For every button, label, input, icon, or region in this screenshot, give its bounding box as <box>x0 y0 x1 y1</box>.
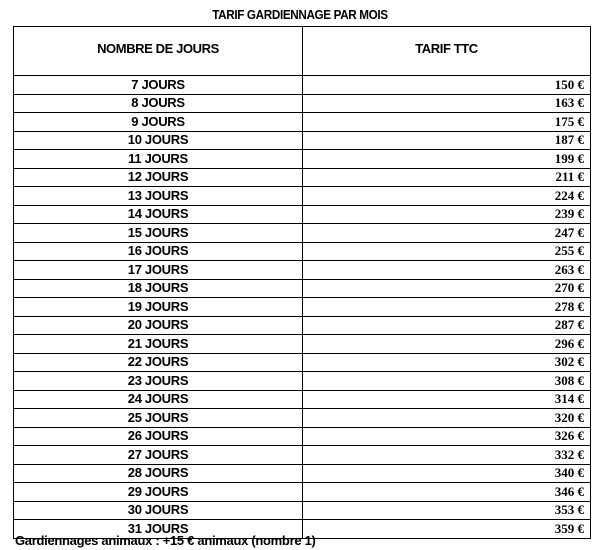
table-row <box>14 261 591 280</box>
days-cell: 9 JOURS <box>14 113 303 132</box>
price-cell: 263 € <box>303 261 591 280</box>
table-row <box>14 427 591 446</box>
header-price: TARIF TTC <box>303 27 591 76</box>
table-row <box>14 242 591 261</box>
price-cell: 287 € <box>303 316 591 335</box>
days-cell: 11 JOURS <box>14 150 303 169</box>
table-row <box>14 224 591 243</box>
days-cell: 17 JOURS <box>14 261 303 280</box>
table-row <box>14 187 591 206</box>
table-row <box>14 372 591 391</box>
price-cell: 340 € <box>303 464 591 483</box>
days-cell: 30 JOURS <box>14 501 303 520</box>
price-cell: 239 € <box>303 205 591 224</box>
price-cell: 175 € <box>303 113 591 132</box>
days-cell: 22 JOURS <box>14 353 303 372</box>
table-row <box>14 76 591 95</box>
days-cell: 26 JOURS <box>14 427 303 446</box>
days-cell: 21 JOURS <box>14 335 303 354</box>
price-cell: 163 € <box>303 94 591 113</box>
days-cell: 25 JOURS <box>14 409 303 428</box>
table-row <box>14 353 591 372</box>
price-cell: 326 € <box>303 427 591 446</box>
days-cell: 7 JOURS <box>14 76 303 95</box>
table-row <box>14 168 591 187</box>
price-cell: 224 € <box>303 187 591 206</box>
days-cell: 28 JOURS <box>14 464 303 483</box>
price-cell: 308 € <box>303 372 591 391</box>
days-cell: 16 JOURS <box>14 242 303 261</box>
days-cell: 23 JOURS <box>14 372 303 391</box>
table-row <box>14 409 591 428</box>
table-row <box>14 279 591 298</box>
table-header-row <box>14 27 591 76</box>
table-row <box>14 131 591 150</box>
price-cell: 211 € <box>303 168 591 187</box>
table-row <box>14 390 591 409</box>
table-row <box>14 94 591 113</box>
days-cell: 12 JOURS <box>14 168 303 187</box>
tariff-table <box>13 26 591 539</box>
table-row <box>14 483 591 502</box>
table-body <box>14 76 591 539</box>
days-cell: 27 JOURS <box>14 446 303 465</box>
days-cell: 8 JOURS <box>14 94 303 113</box>
price-cell: 314 € <box>303 390 591 409</box>
days-cell: 19 JOURS <box>14 298 303 317</box>
table-row <box>14 335 591 354</box>
footer-note: Gardiennages animaux : +15 € animaux (nombre 1) <box>15 533 316 548</box>
price-cell: 278 € <box>303 298 591 317</box>
price-cell: 302 € <box>303 353 591 372</box>
price-cell: 187 € <box>303 131 591 150</box>
price-cell: 320 € <box>303 409 591 428</box>
days-cell: 13 JOURS <box>14 187 303 206</box>
days-cell: 18 JOURS <box>14 279 303 298</box>
table-row <box>14 298 591 317</box>
days-cell: 14 JOURS <box>14 205 303 224</box>
days-cell: 31 JOURS <box>14 520 303 539</box>
price-cell: 353 € <box>303 501 591 520</box>
days-cell: 10 JOURS <box>14 131 303 150</box>
price-cell: 296 € <box>303 335 591 354</box>
days-cell: 20 JOURS <box>14 316 303 335</box>
price-cell: 150 € <box>303 76 591 95</box>
days-cell: 15 JOURS <box>14 224 303 243</box>
price-cell: 359 € <box>303 520 591 539</box>
page-title: TARIF GARDIENNAGE PAR MOIS <box>212 7 388 22</box>
table-row <box>14 205 591 224</box>
table-row <box>14 501 591 520</box>
table-row <box>14 316 591 335</box>
price-cell: 332 € <box>303 446 591 465</box>
table-row <box>14 464 591 483</box>
price-cell: 199 € <box>303 150 591 169</box>
days-cell: 29 JOURS <box>14 483 303 502</box>
price-cell: 346 € <box>303 483 591 502</box>
table-row <box>14 113 591 132</box>
header-days: NOMBRE DE JOURS <box>14 27 303 76</box>
price-cell: 255 € <box>303 242 591 261</box>
days-cell: 24 JOURS <box>14 390 303 409</box>
price-cell: 247 € <box>303 224 591 243</box>
price-cell: 270 € <box>303 279 591 298</box>
table-row <box>14 150 591 169</box>
table-row <box>14 446 591 465</box>
